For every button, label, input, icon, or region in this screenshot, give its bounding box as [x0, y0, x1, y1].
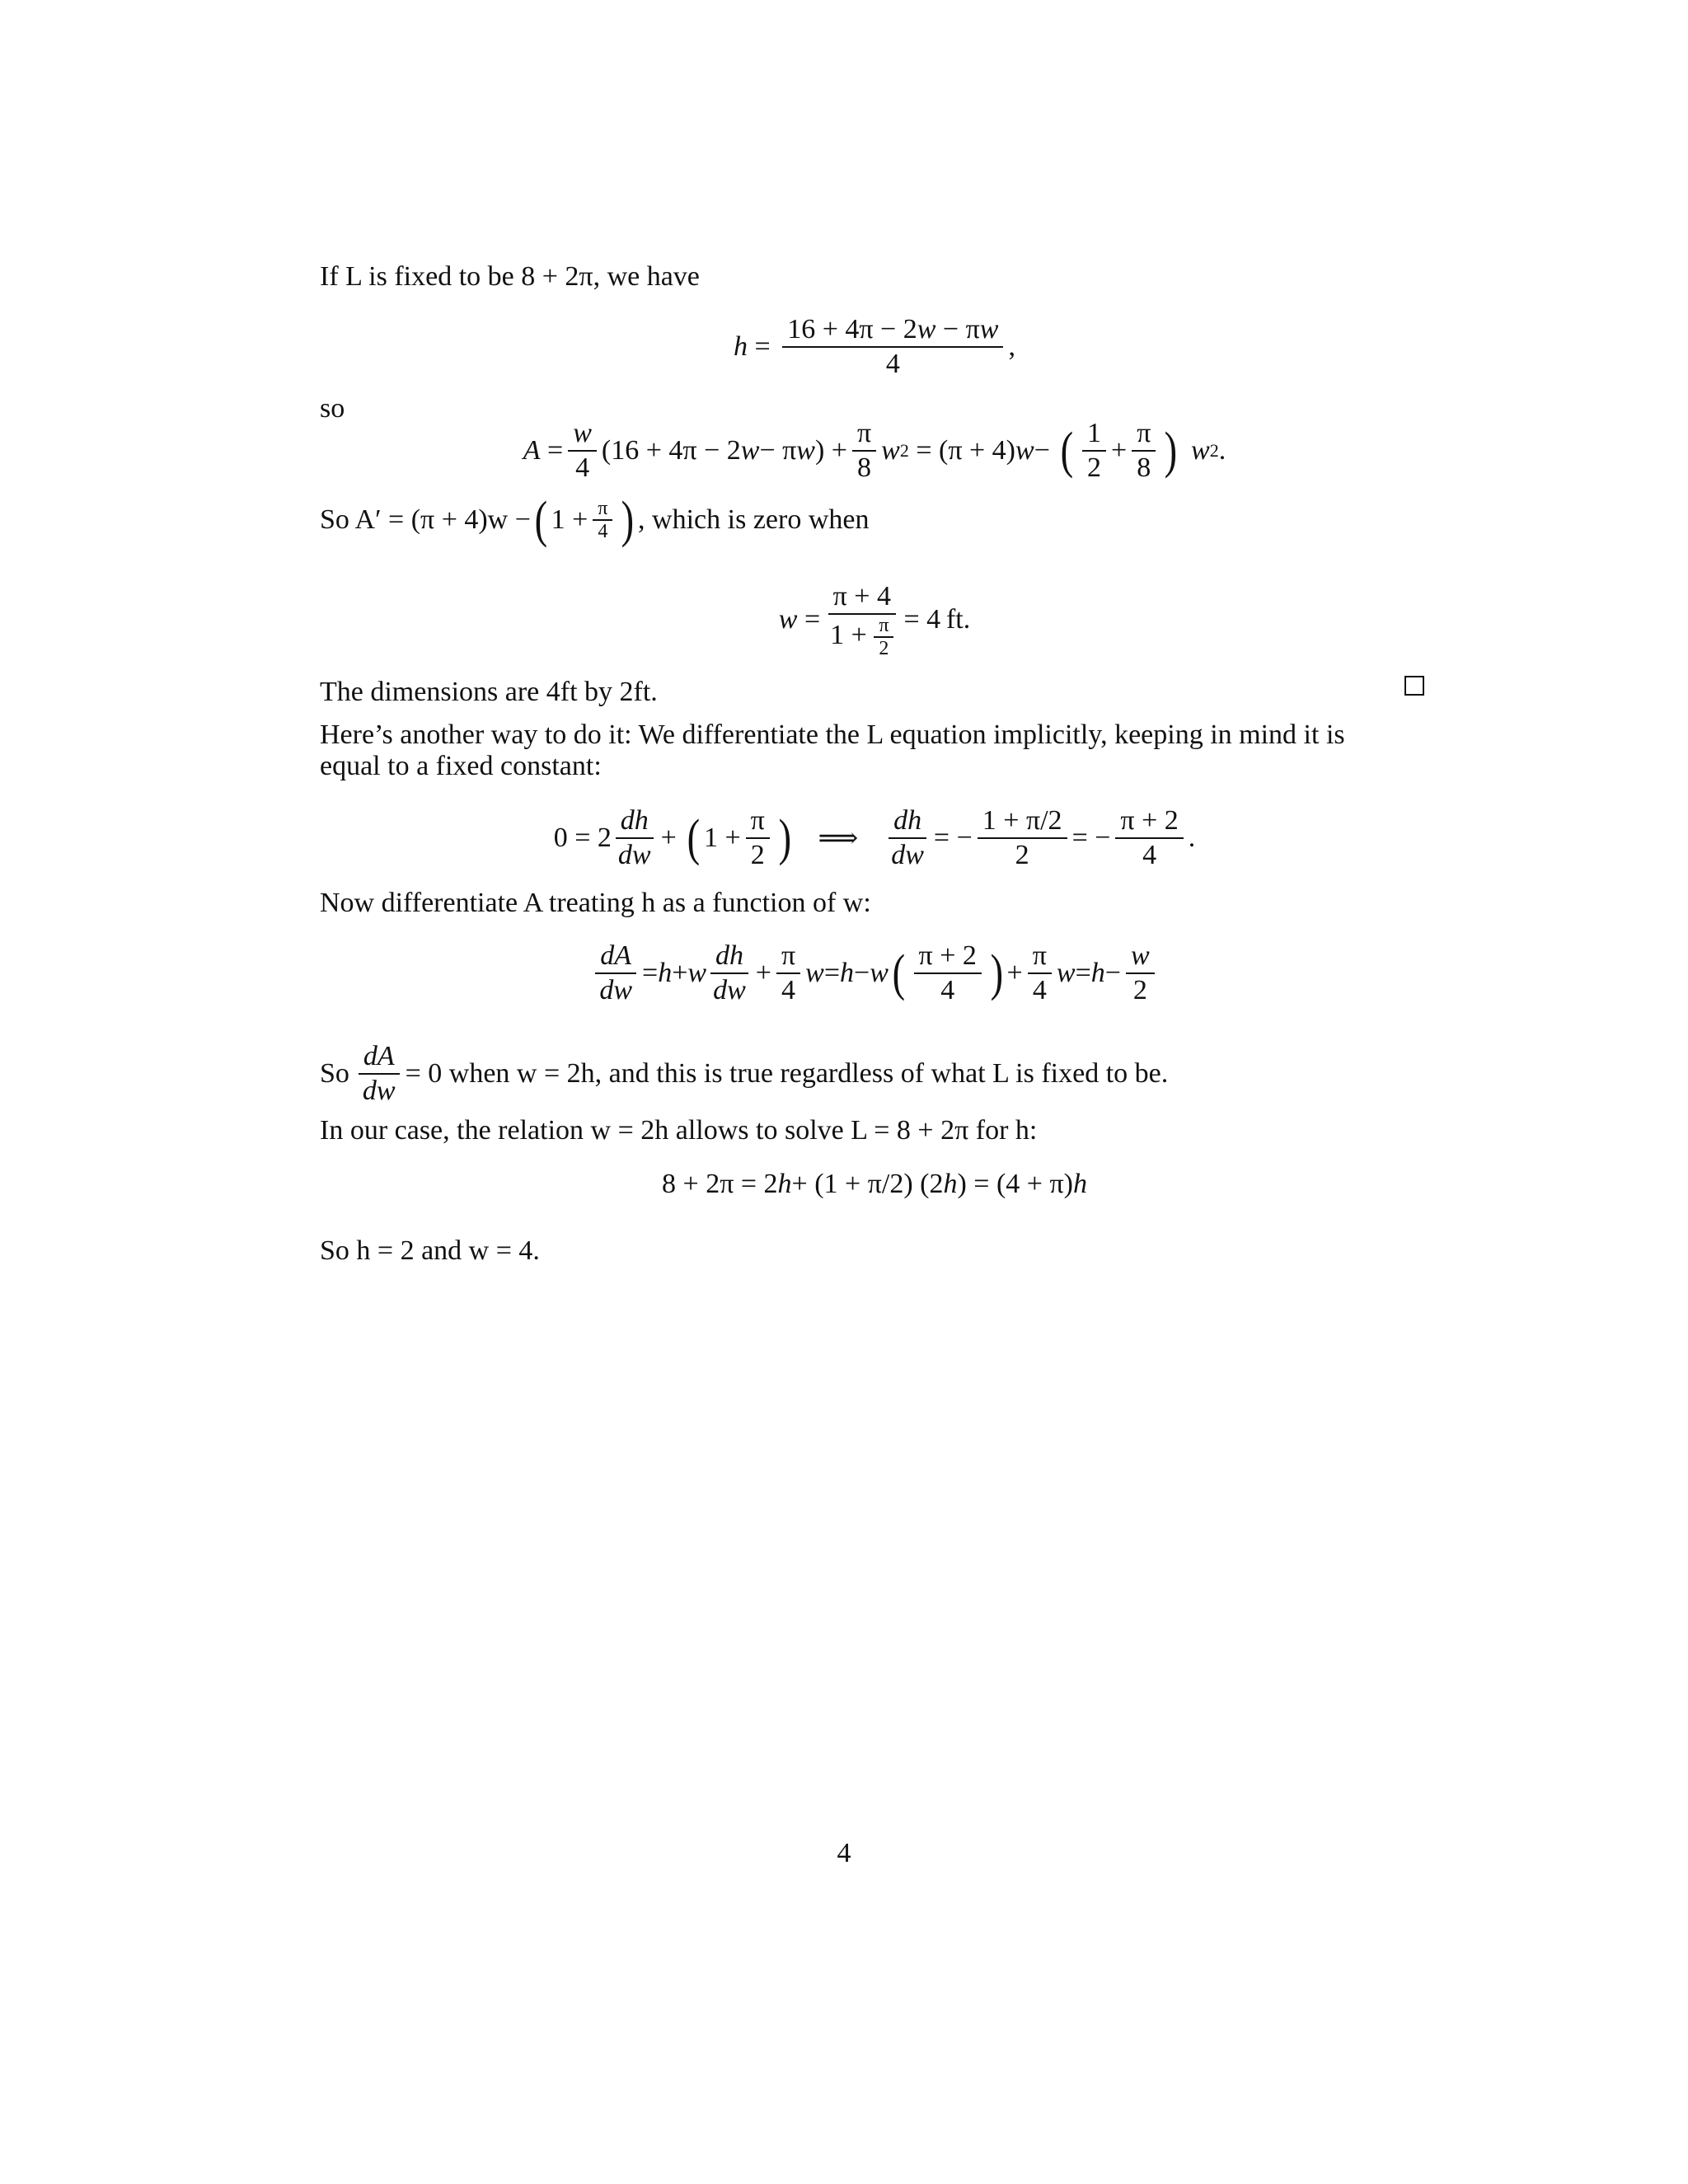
critical-text-start: So — [320, 1058, 349, 1089]
equation-da-dw: $\frac{dA}{dw}$ = h + w $\frac{dh}{dw}$ + $\frac{\pi}{4}$ w = h − w ( $\frac{\pi + 2}{4}$ ) + $\frac{\pi}{4}$ w = h − $\frac{w}{2}$ — [320, 931, 1429, 1030]
paragraph-dimensions: The dimensions are 4ft by 2ft. — [320, 677, 658, 707]
paragraph-another-way: Here’s another way to do it: We differentiate the L equation implicitly, keeping in mind it is — [320, 719, 1345, 750]
paragraph-intro: If L is fixed to be 8 + 2π, we have — [320, 261, 700, 292]
paragraph-derivative: So A′ = (π + 4)w − ( 1 + $\frac{\pi}{4}$ ) , which is zero when — [320, 492, 870, 548]
equation-implicit: 0 = 2 $\frac{dh}{dw}$ + ( 1 + $\frac{\pi}{2}$ ) ⟹ $\frac{dh}{dw}$ = − $\frac{1 + \pi/2}{2}$ = − $\frac{\pi + 2}{4}$ . — [553, 805, 1196, 870]
equation-solve-h: 8 + 2π = 2 h + (1 + π/2) (2 h ) = (4 + π) h — [662, 1169, 1087, 1199]
equation-w-solution: w = π + 4 1 + $\frac{\pi}{2}$ = 4 ft. — [778, 581, 971, 659]
qed-square-icon — [1404, 676, 1424, 696]
paragraph-differentiate-a: Now differentiate A treating h as a function of w: — [320, 888, 871, 918]
paragraph-our-case: In our case, the relation w = 2h allows to solve L = 8 + 2π for h: — [320, 1115, 1038, 1146]
equation-h: h = $\frac{16 + 4\pi - 2w - \pi w}{4}$ , — [734, 314, 1015, 379]
paragraph-conclusion: So h = 2 and w = 4. — [320, 1235, 540, 1266]
derivative-text-start: So A′ = (π + 4)w − — [320, 504, 531, 535]
paragraph-another-way-cont: equal to a fixed constant: — [320, 751, 602, 781]
paragraph-so: so — [320, 393, 345, 424]
page-number: 4 — [837, 1838, 851, 1868]
paragraph-critical: So $\frac{dA}{dw}$ = 0 when w = 2h, and this is true regardless of what L is fixed to be. — [320, 1041, 1169, 1106]
equation-area: A = $\frac{w}{4}$ (16 + 4π − 2 w − π w ) + $\frac{\pi}{8}$ w 2 = (π + 4) w − ( $\frac{1}{2}$ + $\frac{\pi}{8}$ ) w 2 . — [523, 418, 1226, 483]
derivative-text-end: , which is zero when — [638, 504, 870, 535]
critical-text-end: = 0 when w = 2h, and this is true regardless of what L is fixed to be. — [405, 1058, 1169, 1089]
